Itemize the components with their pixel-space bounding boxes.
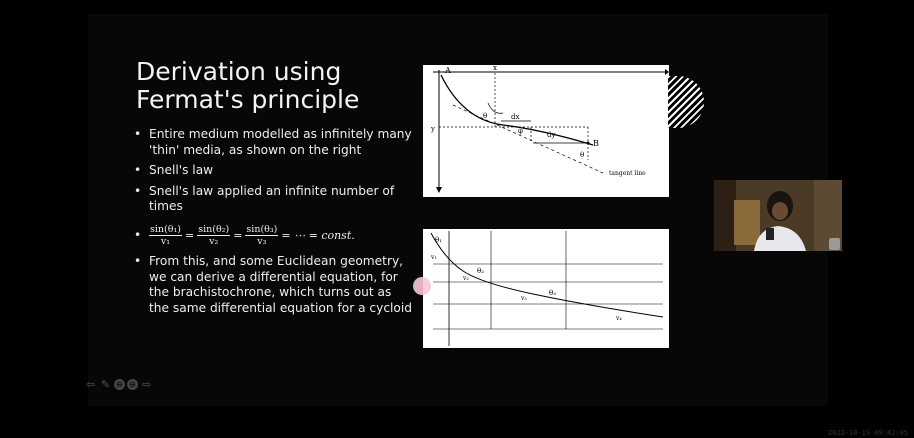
label-b: B bbox=[593, 139, 599, 148]
bullet-dot: • bbox=[134, 183, 142, 198]
label-phi: φ bbox=[518, 127, 523, 135]
layered-media-diagram-svg bbox=[423, 229, 669, 348]
zoom-icon[interactable]: ⊖ bbox=[114, 379, 125, 390]
bullet-text: Snell's law bbox=[149, 163, 214, 178]
webcam-thumbnail[interactable] bbox=[714, 180, 842, 251]
numerator: sin(θ₁) bbox=[150, 224, 181, 236]
fraction-1 bbox=[149, 224, 182, 247]
bullet-dot: • bbox=[134, 227, 142, 242]
label-theta-2: θ bbox=[580, 151, 585, 159]
formula-tail: = ⋯ = const. bbox=[281, 229, 355, 243]
video-panel-button[interactable] bbox=[829, 238, 840, 250]
curve-path bbox=[441, 75, 593, 145]
webcam-feed bbox=[714, 180, 842, 251]
bullet-item bbox=[134, 254, 414, 316]
snell-formula bbox=[149, 220, 414, 252]
denominator: v₁ bbox=[160, 236, 171, 248]
label-theta2: θ₂ bbox=[477, 267, 485, 275]
bullet-dot: • bbox=[134, 253, 142, 268]
denominator: v₃ bbox=[257, 236, 267, 248]
bullet-item bbox=[134, 184, 414, 215]
bullet-text: Snell's law applied an infinite number of times bbox=[149, 183, 395, 214]
derivation-diagram-svg bbox=[423, 65, 669, 197]
bullet-text: Entire medium modelled as infinitely many 'thin' media, as shown on the right bbox=[149, 127, 412, 157]
slide-title bbox=[136, 58, 359, 114]
pen-icon[interactable]: ✎ bbox=[100, 379, 111, 391]
label-v3: v₃ bbox=[521, 295, 527, 302]
layered-media-diagram bbox=[423, 229, 669, 348]
footer-timestamp: 2022-10-19 09:42:05 bbox=[827, 429, 908, 437]
tangent-line bbox=[453, 105, 603, 173]
bullet-item bbox=[134, 163, 414, 179]
bullet-dot: • bbox=[134, 127, 142, 141]
label-a: A bbox=[445, 66, 451, 75]
bullet-item-formula bbox=[134, 220, 414, 252]
label-theta: θ bbox=[483, 112, 488, 120]
numerator: sin(θ₂) bbox=[198, 224, 230, 236]
label-dx: dx bbox=[511, 113, 520, 121]
label-x: x bbox=[493, 65, 497, 72]
laser-pointer-dot bbox=[413, 277, 431, 295]
equals-sign: = bbox=[184, 229, 195, 243]
derivation-diagram bbox=[423, 65, 669, 197]
next-arrow-icon[interactable]: ⇨ bbox=[141, 379, 152, 391]
label-theta3: θ₃ bbox=[549, 289, 557, 297]
label-y: y bbox=[431, 125, 435, 133]
fraction-2 bbox=[197, 224, 230, 247]
presentation-toolbar bbox=[84, 378, 153, 391]
title-line-1: Derivation using bbox=[136, 57, 342, 86]
label-v1: v₁ bbox=[431, 254, 437, 261]
equals-sign: = bbox=[233, 229, 243, 243]
prev-arrow-icon[interactable]: ⇦ bbox=[85, 379, 96, 391]
bullet-text: From this, and some Euclidean geometry, we can derive a differential equation, for the brachistochrone, which turns out as the same differential equation for a cycloid bbox=[149, 253, 413, 315]
numerator: sin(θ₃) bbox=[246, 224, 278, 236]
fraction-3 bbox=[245, 224, 278, 247]
menu-icon[interactable]: ⊖ bbox=[127, 379, 138, 390]
label-dy: dy bbox=[547, 131, 556, 139]
bullet-dot: • bbox=[134, 163, 142, 178]
label-theta1: θ₁ bbox=[435, 236, 443, 244]
bullet-list bbox=[134, 127, 414, 321]
bullet-item bbox=[134, 127, 414, 158]
point-b bbox=[587, 142, 590, 145]
title-line-2: Fermat's principle bbox=[136, 85, 360, 114]
label-v4: v₄ bbox=[616, 315, 622, 322]
denominator: v₂ bbox=[209, 236, 219, 248]
label-tangent: tangent line bbox=[609, 170, 646, 177]
label-v2: v₂ bbox=[463, 275, 469, 282]
